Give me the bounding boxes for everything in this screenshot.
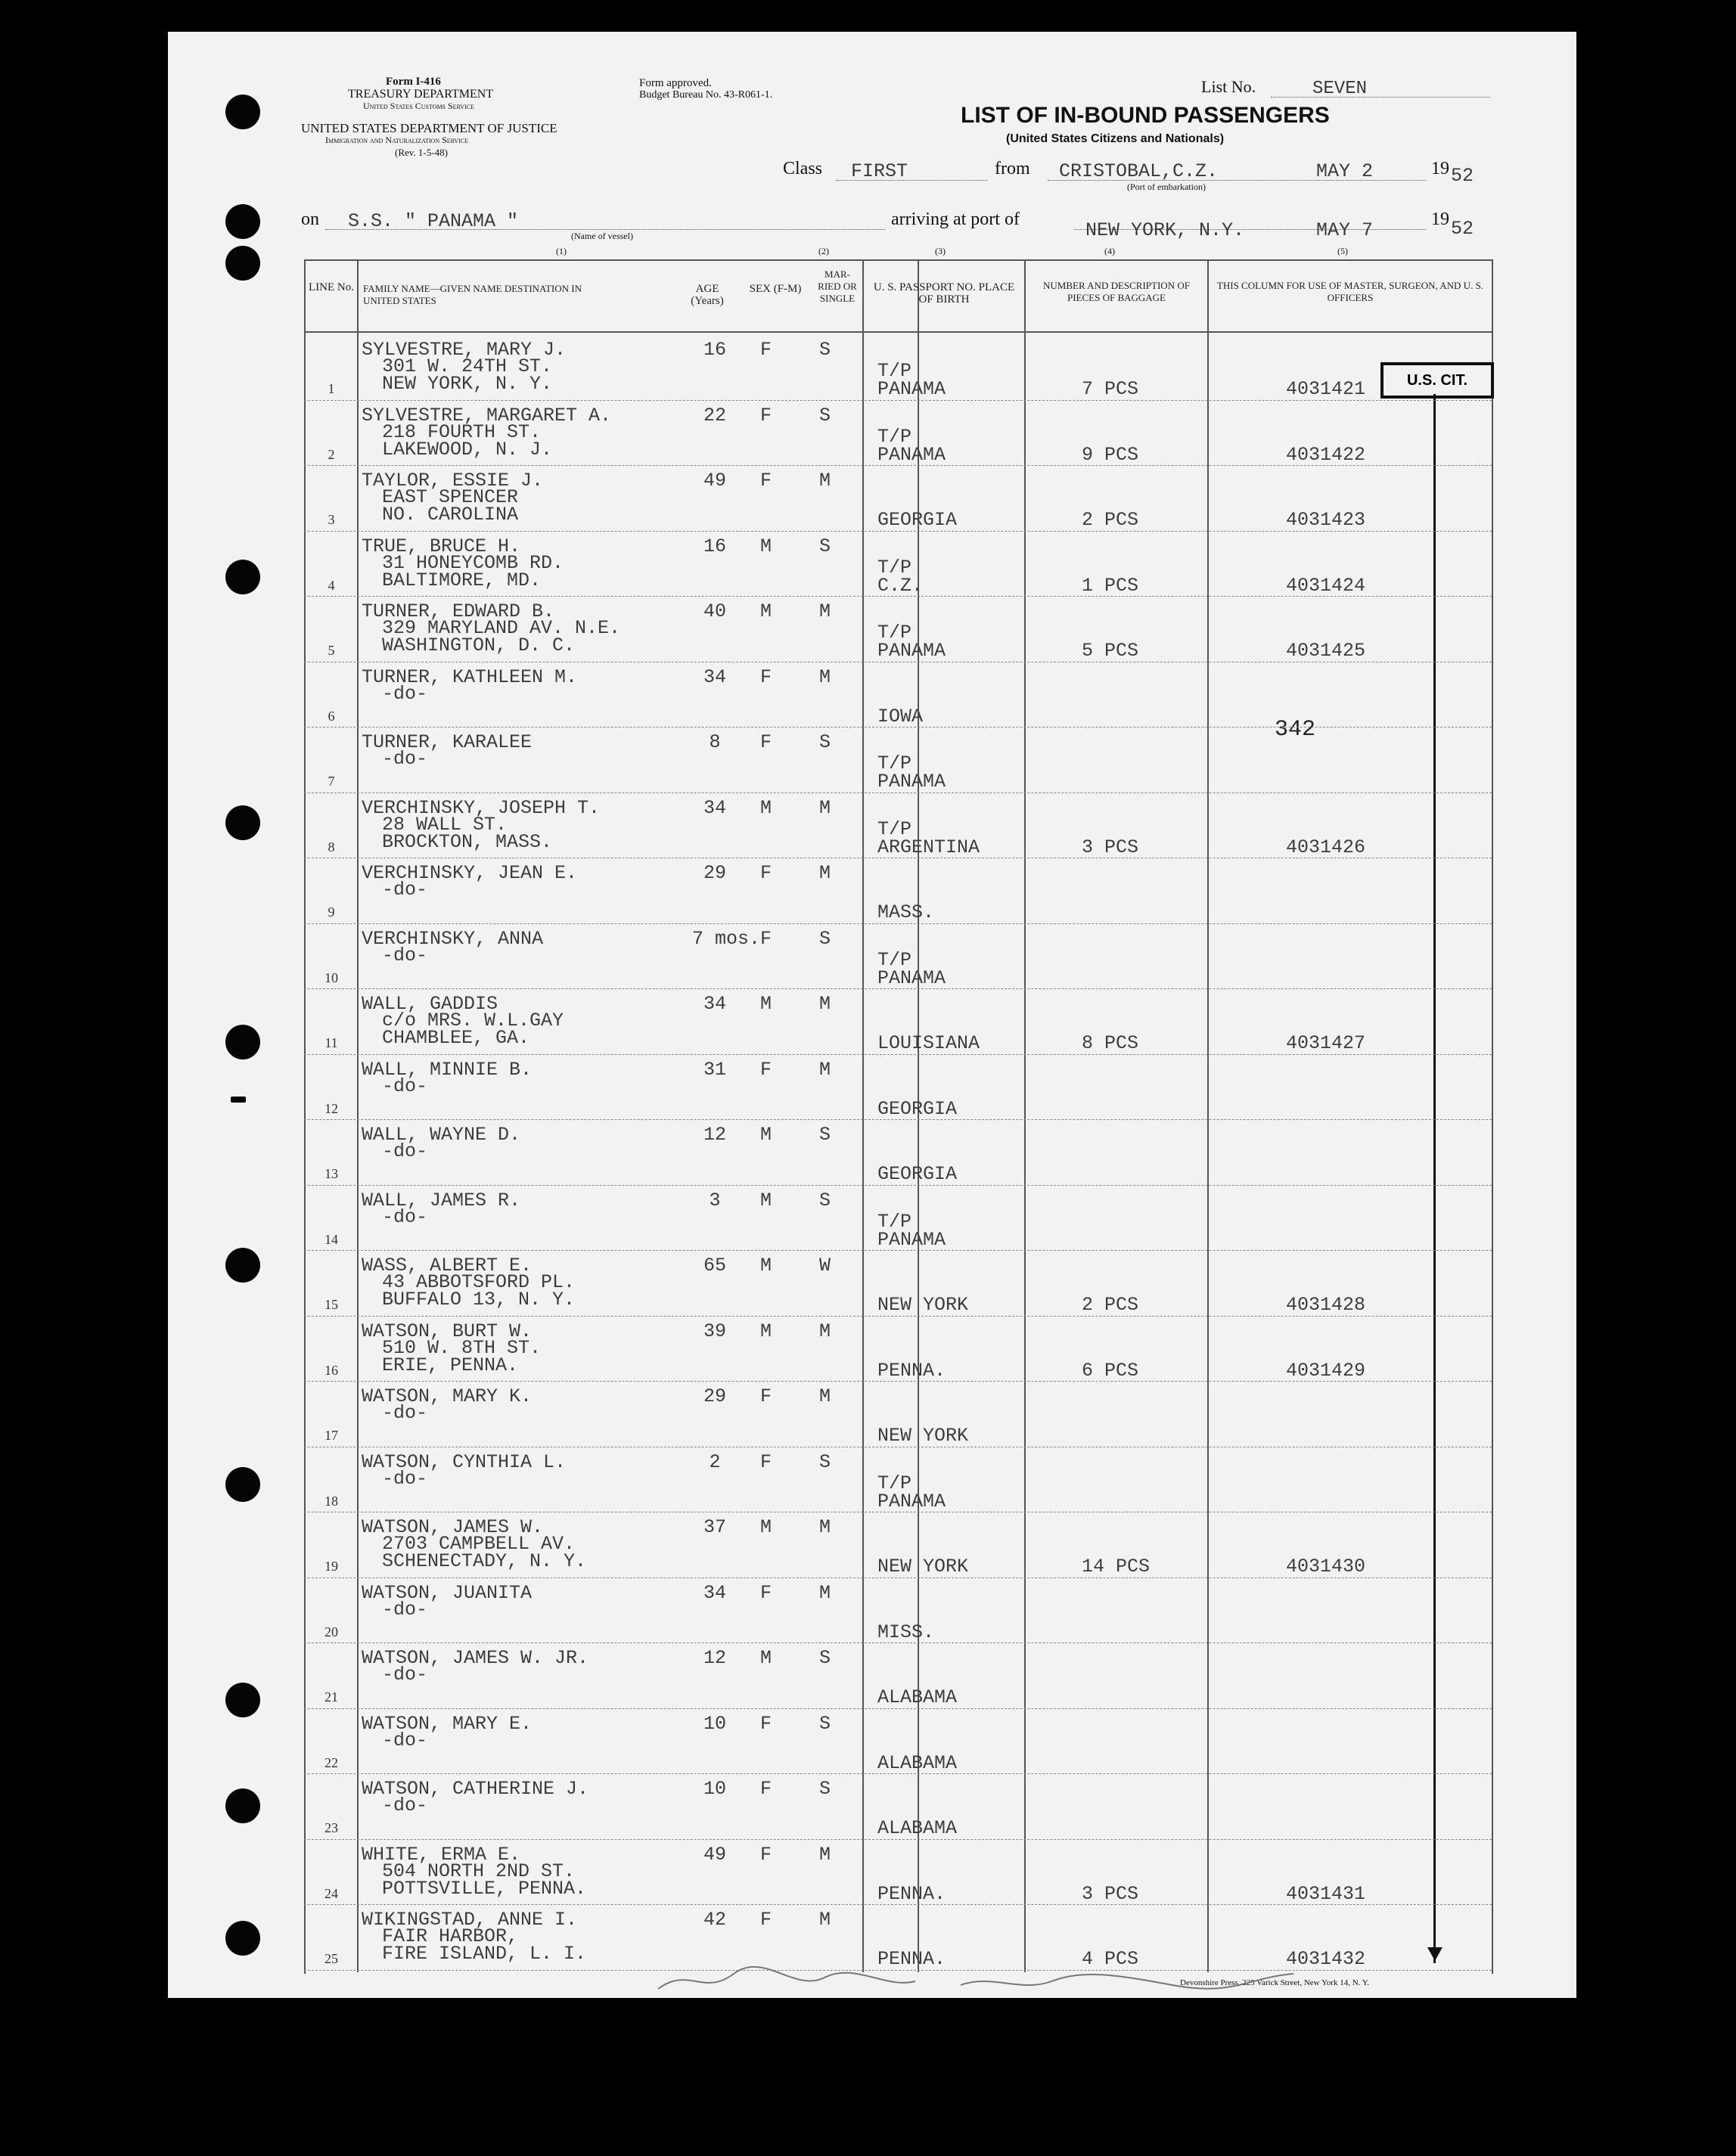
passenger-name: VERCHINSKY, JOSEPH T. xyxy=(362,796,601,819)
address-line-1: -do- xyxy=(382,1795,428,1816)
marital-status: M xyxy=(819,796,831,819)
officer-record-no: 4031432 xyxy=(1286,1948,1366,1970)
place-of-birth: PANAMA xyxy=(877,771,946,793)
passenger-name: TURNER, KARALEE xyxy=(362,731,533,753)
address-line-1: 2703 CAMPBELL AV. xyxy=(382,1533,576,1555)
officer-record-no: 4031431 xyxy=(1286,1882,1366,1905)
sex: M xyxy=(760,993,772,1015)
arrival-port: NEW YORK, N.Y. xyxy=(1085,219,1245,241)
address-line-2: FIRE ISLAND, L. I. xyxy=(382,1943,587,1965)
port-embark-note: (Port of embarkation) xyxy=(1127,181,1206,192)
passenger-name: WATSON, MARY E. xyxy=(362,1712,533,1735)
passenger-name: WATSON, BURT W. xyxy=(362,1320,533,1342)
sex: F xyxy=(760,927,772,950)
officer-record-no: 4031426 xyxy=(1286,836,1366,858)
address-line-1: -do- xyxy=(382,944,428,966)
sex: F xyxy=(760,404,772,427)
sex: F xyxy=(760,1778,772,1800)
age: 39 xyxy=(703,1320,726,1342)
address-line-1: EAST SPENCER xyxy=(382,486,519,508)
baggage: 9 PCS xyxy=(1082,443,1139,466)
address-line-1: 329 MARYLAND AV. N.E. xyxy=(382,617,621,639)
passenger-name: WATSON, JAMES W. xyxy=(362,1516,544,1538)
age: 16 xyxy=(703,339,726,361)
place-of-birth: GEORGIA xyxy=(877,1163,958,1185)
marital-status: M xyxy=(819,665,831,688)
address-line-2: BALTIMORE, MD. xyxy=(382,569,542,591)
marital-status: S xyxy=(819,1712,831,1735)
line-number: 11 xyxy=(325,1035,338,1050)
justice-department: UNITED STATES DEPARTMENT OF JUSTICE xyxy=(301,121,557,135)
officer-record-no: 4031423 xyxy=(1286,509,1366,531)
line-number: 9 xyxy=(328,904,335,920)
passport-no: T/P xyxy=(877,752,912,774)
place-of-birth: PANAMA xyxy=(877,1228,946,1251)
passenger-name: SYLVESTRE, MARY J. xyxy=(362,339,567,361)
age: 10 xyxy=(703,1712,726,1735)
officer-record-no: 4031421 xyxy=(1286,378,1366,400)
passenger-name: VERCHINSKY, ANNA xyxy=(362,927,544,950)
passenger-name: WATSON, CATHERINE J. xyxy=(362,1778,589,1800)
marital-status: M xyxy=(819,1516,831,1538)
baggage: 2 PCS xyxy=(1082,1294,1139,1316)
treasury-department: TREASURY DEPARTMENT xyxy=(348,88,494,101)
sex: M xyxy=(760,535,772,557)
passenger-name: WHITE, ERMA E. xyxy=(362,1843,521,1866)
age: 42 xyxy=(703,1909,726,1931)
passenger-name: WALL, MINNIE B. xyxy=(362,1058,533,1081)
address-line-2: ERIE, PENNA. xyxy=(382,1354,519,1376)
age: 31 xyxy=(703,1058,726,1081)
place-of-birth: NEW YORK xyxy=(877,1425,969,1447)
address-line-1: FAIR HARBOR, xyxy=(382,1925,519,1947)
marital-status: S xyxy=(819,927,831,950)
marital-status: M xyxy=(819,1843,831,1866)
officer-record-no: 4031430 xyxy=(1286,1556,1366,1577)
binder-hole xyxy=(225,560,260,594)
line-number: 21 xyxy=(325,1689,338,1705)
binder-hole xyxy=(225,1248,260,1283)
vessel-note: (Name of vessel) xyxy=(571,231,633,241)
passenger-name: VERCHINSKY, JEAN E. xyxy=(362,862,578,884)
binder-hole xyxy=(225,1025,260,1059)
header-sex: SEX (F-M) xyxy=(749,283,802,295)
address-line-2: LAKEWOOD, N. J. xyxy=(382,438,553,461)
age: 34 xyxy=(703,796,726,819)
passenger-name: WASS, ALBERT E. xyxy=(362,1255,533,1277)
line-number: 15 xyxy=(325,1297,338,1312)
marital-status: S xyxy=(819,1124,831,1146)
sex: F xyxy=(760,1450,772,1473)
class-value: FIRST xyxy=(851,160,908,182)
age: 22 xyxy=(703,404,726,427)
passenger-name: TURNER, KATHLEEN M. xyxy=(362,665,578,688)
passenger-name: TAYLOR, ESSIE J. xyxy=(362,470,544,492)
departure-date: MAY 2 xyxy=(1316,160,1374,182)
address-line-1: 31 HONEYCOMB RD. xyxy=(382,551,564,574)
binder-mark xyxy=(231,1097,246,1103)
officer-note: 342 xyxy=(1275,717,1316,743)
binder-hole xyxy=(225,1683,260,1717)
line-number: 25 xyxy=(325,1951,338,1966)
place-of-birth: MASS. xyxy=(877,901,935,923)
place-of-birth: PANAMA xyxy=(877,1490,946,1512)
line-number: 2 xyxy=(328,446,335,462)
binder-hole xyxy=(225,1921,260,1956)
passenger-name: WALL, JAMES R. xyxy=(362,1189,521,1211)
sex: F xyxy=(760,1385,772,1407)
address-line-1: -do- xyxy=(382,1467,428,1490)
age: 12 xyxy=(703,1647,726,1669)
marital-status: S xyxy=(819,535,831,557)
age: 34 xyxy=(703,993,726,1015)
place-of-birth: IOWA xyxy=(877,705,924,727)
age: 29 xyxy=(703,1385,726,1407)
handwritten-signature xyxy=(643,1959,1324,2004)
passenger-name: TRUE, BRUCE H. xyxy=(362,535,521,557)
passenger-name: WATSON, JUANITA xyxy=(362,1581,533,1604)
arrow-head-icon xyxy=(1427,1947,1443,1961)
col-ref-4: (4) xyxy=(1104,246,1115,256)
passport-no: T/P xyxy=(877,1472,912,1494)
sex: M xyxy=(760,1516,772,1538)
address-line-2: SCHENECTADY, N. Y. xyxy=(382,1550,587,1572)
document-subtitle: (United States Citizens and Nationals) xyxy=(1006,132,1225,145)
marital-status: M xyxy=(819,1320,831,1342)
baggage: 4 PCS xyxy=(1082,1948,1139,1970)
address-line-1: 504 NORTH 2ND ST. xyxy=(382,1860,576,1882)
address-line-2: NEW YORK, N. Y. xyxy=(382,373,553,395)
line-number: 14 xyxy=(325,1231,338,1247)
place-of-birth: ALABAMA xyxy=(877,1686,958,1708)
place-of-birth: LOUISIANA xyxy=(877,1032,980,1054)
list-number: SEVEN xyxy=(1312,79,1368,99)
place-of-birth: C.Z. xyxy=(877,574,924,597)
line-number: 23 xyxy=(325,1820,338,1835)
passport-no: T/P xyxy=(877,948,912,971)
officer-record-no: 4031425 xyxy=(1286,640,1366,662)
marital-status: S xyxy=(819,1189,831,1211)
age: 16 xyxy=(703,535,726,557)
sex: M xyxy=(760,1124,772,1146)
baggage: 14 PCS xyxy=(1082,1556,1151,1577)
marital-status: S xyxy=(819,731,831,753)
marital-status: W xyxy=(819,1255,831,1277)
binder-hole xyxy=(225,805,260,840)
marital-status: S xyxy=(819,339,831,361)
marital-status: M xyxy=(819,1581,831,1604)
year-prefix-2: 19 xyxy=(1431,209,1449,229)
place-of-birth: PENNA. xyxy=(877,1359,946,1382)
col-ref-5: (5) xyxy=(1337,246,1348,256)
marital-status: M xyxy=(819,993,831,1015)
baggage: 1 PCS xyxy=(1082,574,1139,597)
col-ref-2: (2) xyxy=(818,246,829,256)
from-value: CRISTOBAL,C.Z. xyxy=(1059,160,1219,182)
line-number: 1 xyxy=(328,381,335,396)
us-citizen-stamp: U.S. CIT. xyxy=(1380,362,1494,399)
officer-record-no: 4031427 xyxy=(1286,1032,1366,1054)
place-of-birth: PENNA. xyxy=(877,1948,946,1970)
marital-status: S xyxy=(819,1778,831,1800)
binder-hole xyxy=(225,1788,260,1823)
line-number: 3 xyxy=(328,512,335,527)
line-number: 10 xyxy=(325,969,338,985)
age: 34 xyxy=(703,1581,726,1604)
baggage: 3 PCS xyxy=(1082,1882,1139,1905)
passenger-name: WIKINGSTAD, ANNE I. xyxy=(362,1909,578,1931)
officer-record-no: 4031422 xyxy=(1286,443,1366,466)
address-line-2: POTTSVILLE, PENNA. xyxy=(382,1877,587,1900)
age: 49 xyxy=(703,1843,726,1866)
age: 8 xyxy=(709,731,721,753)
revision: (Rev. 1-5-48) xyxy=(395,147,448,158)
class-label: Class xyxy=(783,159,823,178)
year-prefix-1: 19 xyxy=(1431,159,1449,178)
marital-status: S xyxy=(819,404,831,427)
baggage: 2 PCS xyxy=(1082,509,1139,531)
marital-status: M xyxy=(819,1058,831,1081)
sex: F xyxy=(760,1909,772,1931)
address-line-1: 28 WALL ST. xyxy=(382,813,508,836)
age: 12 xyxy=(703,1124,726,1146)
line-number: 16 xyxy=(325,1362,338,1378)
address-line-1: c/o MRS. W.L.GAY xyxy=(382,1010,564,1031)
age: 29 xyxy=(703,862,726,884)
sex: F xyxy=(760,339,772,361)
age: 10 xyxy=(703,1778,726,1800)
passenger-name: SYLVESTRE, MARGARET A. xyxy=(362,404,612,427)
place-of-birth: ALABAMA xyxy=(877,1751,958,1774)
line-number: 4 xyxy=(328,577,335,593)
place-of-birth: PANAMA xyxy=(877,443,946,466)
passport-no: T/P xyxy=(877,622,912,644)
col-ref-3: (3) xyxy=(935,246,946,256)
sex: M xyxy=(760,1189,772,1211)
marital-status: M xyxy=(819,1385,831,1407)
passport-no: T/P xyxy=(877,556,912,579)
address-line-1: -do- xyxy=(382,879,428,901)
age: 2 xyxy=(709,1450,721,1473)
address-line-1: 218 FOURTH ST. xyxy=(382,420,542,443)
officer-record-no: 4031428 xyxy=(1286,1294,1366,1316)
address-line-1: -do- xyxy=(382,1075,428,1097)
marital-status: M xyxy=(819,470,831,492)
address-line-1: -do- xyxy=(382,1140,428,1162)
officer-record-no: 4031424 xyxy=(1286,574,1366,597)
passenger-name: WATSON, CYNTHIA L. xyxy=(362,1450,567,1473)
header-married: MAR- RIED OR SINGLE xyxy=(818,268,857,304)
form-approved: Form approved. xyxy=(639,77,712,89)
sex: F xyxy=(760,1581,772,1604)
address-line-2: WASHINGTON, D. C. xyxy=(382,634,576,656)
baggage: 6 PCS xyxy=(1082,1359,1139,1382)
line-number: 24 xyxy=(325,1885,338,1901)
address-line-1: 43 ABBOTSFORD PL. xyxy=(382,1271,576,1293)
sex: F xyxy=(760,1058,772,1081)
line-number: 8 xyxy=(328,839,335,855)
age: 37 xyxy=(703,1516,726,1538)
passenger-name: TURNER, EDWARD B. xyxy=(362,600,555,622)
binder-hole xyxy=(225,95,260,129)
marital-status: M xyxy=(819,600,831,622)
age: 40 xyxy=(703,600,726,622)
address-line-2: NO. CAROLINA xyxy=(382,504,519,526)
address-line-1: -do- xyxy=(382,682,428,705)
passenger-name: WATSON, MARY K. xyxy=(362,1385,533,1407)
age: 49 xyxy=(703,470,726,492)
passenger-name: WALL, GADDIS xyxy=(362,993,498,1015)
line-number: 12 xyxy=(325,1100,338,1116)
sex: M xyxy=(760,796,772,819)
baggage: 3 PCS xyxy=(1082,836,1139,858)
baggage: 7 PCS xyxy=(1082,378,1139,400)
line-number: 7 xyxy=(328,774,335,789)
address-line-2: CHAMBLEE, GA. xyxy=(382,1027,530,1049)
header-age: AGE (Years) xyxy=(691,283,724,307)
baggage: 8 PCS xyxy=(1082,1032,1139,1054)
year-value-2: 52 xyxy=(1451,218,1474,240)
line-number: 18 xyxy=(325,1493,338,1509)
sex: F xyxy=(760,470,772,492)
sex: M xyxy=(760,600,772,622)
place-of-birth: MISS. xyxy=(877,1621,935,1643)
address-line-1: -do- xyxy=(382,1402,428,1424)
address-line-1: -do- xyxy=(382,1205,428,1228)
officer-record-no: 4031429 xyxy=(1286,1359,1366,1382)
header-passport: U. S. PASSPORT NO. PLACE OF BIRTH xyxy=(873,281,1015,306)
age: 65 xyxy=(703,1255,726,1277)
address-line-1: 301 W. 24TH ST. xyxy=(382,355,553,377)
header-line-no: LINE No. xyxy=(309,281,354,293)
arriving-label: arriving at port of xyxy=(891,209,1020,229)
sex: F xyxy=(760,665,772,688)
passenger-name: WATSON, JAMES W. JR. xyxy=(362,1647,589,1669)
marital-status: M xyxy=(819,1909,831,1931)
line-number: 13 xyxy=(325,1166,338,1181)
sex: M xyxy=(760,1255,772,1277)
document-title: LIST OF IN-BOUND PASSENGERS xyxy=(961,103,1330,128)
stamp-arrow-line xyxy=(1433,394,1436,1963)
col-ref-1: (1) xyxy=(556,246,567,256)
passport-no: T/P xyxy=(877,425,912,448)
line-number: 22 xyxy=(325,1754,338,1770)
header-officers: THIS COLUMN FOR USE OF MASTER, SURGEON, AND U. S. OFFICERS xyxy=(1216,280,1484,303)
line-number: 19 xyxy=(325,1559,338,1574)
list-label: List No. xyxy=(1201,77,1256,96)
customs-service: United States Customs Service xyxy=(363,101,474,111)
place-of-birth: ALABAMA xyxy=(877,1817,958,1839)
header-name: FAMILY NAME—GIVEN NAME DESTINATION IN UNITED STATES xyxy=(363,283,582,306)
place-of-birth: PANAMA xyxy=(877,378,946,400)
marital-status: M xyxy=(819,862,831,884)
baggage: 5 PCS xyxy=(1082,640,1139,662)
line-number: 6 xyxy=(328,708,335,724)
marital-status: S xyxy=(819,1450,831,1473)
place-of-birth: NEW YORK xyxy=(877,1294,969,1316)
binder-hole xyxy=(225,246,260,281)
on-label: on xyxy=(301,209,319,229)
place-of-birth: PANAMA xyxy=(877,966,946,989)
from-label: from xyxy=(995,159,1030,178)
passport-no: T/P xyxy=(877,360,912,382)
passport-no: T/P xyxy=(877,1210,912,1233)
place-of-birth: ARGENTINA xyxy=(877,836,980,858)
age: 3 xyxy=(709,1189,721,1211)
age: 7 mos. xyxy=(692,927,761,950)
address-line-1: -do- xyxy=(382,1729,428,1751)
address-line-2: BUFFALO 13, N. Y. xyxy=(382,1289,576,1311)
marital-status: S xyxy=(819,1647,831,1669)
age: 34 xyxy=(703,665,726,688)
sex: F xyxy=(760,1843,772,1866)
address-line-2: BROCKTON, MASS. xyxy=(382,830,553,853)
address-line-1: -do- xyxy=(382,1598,428,1621)
sex: F xyxy=(760,731,772,753)
budget-bureau: Budget Bureau No. 43-R061-1. xyxy=(639,89,773,101)
immigration-service: Immigration and Naturalization Service xyxy=(325,135,469,145)
line-number: 20 xyxy=(325,1624,338,1639)
place-of-birth: GEORGIA xyxy=(877,509,958,531)
sex: F xyxy=(760,1712,772,1735)
table-header-rule xyxy=(304,331,1492,333)
vessel-name: S.S. " PANAMA " xyxy=(348,210,519,232)
address-line-1: 510 W. 8TH ST. xyxy=(382,1336,542,1359)
place-of-birth: PANAMA xyxy=(877,640,946,662)
printer-imprint: Devonshire Press, 225 Varick Street, New York 14, N. Y. xyxy=(1180,1978,1370,1987)
year-value-1: 52 xyxy=(1451,165,1474,187)
sex: M xyxy=(760,1647,772,1669)
line-number: 17 xyxy=(325,1428,338,1443)
line-number: 5 xyxy=(328,643,335,658)
header-baggage: NUMBER AND DESCRIPTION OF PIECES OF BAGGAGE xyxy=(1043,280,1190,303)
sex: F xyxy=(760,862,772,884)
address-line-1: -do- xyxy=(382,1664,428,1686)
address-line-1: -do- xyxy=(382,748,428,770)
binder-hole xyxy=(225,204,260,239)
form-number: Form I-416 xyxy=(386,76,441,88)
arrival-date: MAY 7 xyxy=(1316,219,1374,241)
place-of-birth: GEORGIA xyxy=(877,1097,958,1120)
passport-no: T/P xyxy=(877,817,912,840)
passenger-name: WALL, WAYNE D. xyxy=(362,1124,521,1146)
place-of-birth: PENNA. xyxy=(877,1882,946,1905)
binder-hole xyxy=(225,1467,260,1502)
sex: M xyxy=(760,1320,772,1342)
place-of-birth: NEW YORK xyxy=(877,1556,969,1577)
